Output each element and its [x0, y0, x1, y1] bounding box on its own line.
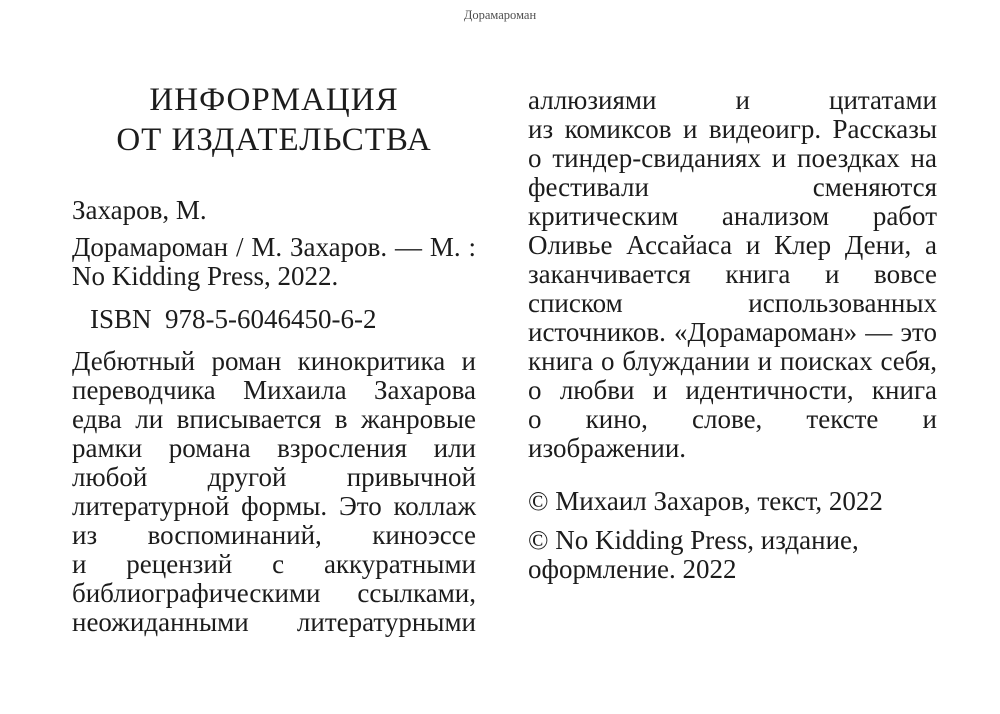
isbn-line: ISBN 978-5-6046450-6-2 [90, 304, 377, 334]
author-line: Захаров, М. [72, 195, 207, 225]
text-line: Оливье Ассайаса и Клер Дени, а [528, 230, 937, 260]
text-line: неожиданными литературными [72, 607, 476, 637]
text-line: Дорамароман / М. Захаров. — М. : [72, 232, 476, 262]
copyright-publisher-block [528, 526, 937, 584]
text-line: © No Kidding Press, издание, [528, 525, 859, 555]
left-column [72, 80, 476, 637]
running-header: Дорамароман [463, 8, 537, 22]
text-line: литературной формы. Это коллаж [72, 491, 476, 521]
text-line: о кино, слове, тексте и [528, 404, 937, 434]
bibliographic-record [72, 233, 476, 291]
text-line: и рецензий с аккуратными [72, 549, 476, 579]
text-line: о тиндер-свиданиях и поездках на [528, 143, 937, 173]
section-heading [72, 80, 476, 160]
text-line: библиографическими ссылками, [72, 578, 476, 608]
text-line: оформление. 2022 [528, 554, 737, 584]
text-line: аллюзиями и цитатами [528, 85, 937, 115]
text-line: критическим анализом работ [528, 201, 937, 231]
text-line: Дебютный роман кинокритика и [72, 346, 476, 376]
text-line: заканчивается книга и вовсе [528, 259, 937, 289]
text-line: источников. «Дорамароман» — это [528, 317, 937, 347]
text-line: переводчика Михаила Захарова [72, 375, 476, 405]
text-line: из воспоминаний, киноэссе [72, 520, 476, 550]
text-line: списком использованных [528, 288, 937, 318]
text-line: рамки романа взросления или [72, 433, 476, 463]
text-line: изображении. [528, 433, 687, 463]
text-line: едва ли вписывается в жанровые [72, 404, 476, 434]
annotation-right-paragraph [528, 86, 937, 463]
text-line: из комиксов и видеоигр. Рассказы [528, 114, 937, 144]
text-line: фестивали сменяются [528, 172, 937, 202]
annotation-left-paragraph [72, 347, 476, 637]
section-heading-line-2: ОТ ИЗДАТЕЛЬСТВА [116, 122, 432, 158]
text-line: No Kidding Press, 2022. [72, 261, 339, 291]
text-line: книга о блуждании и поисках себя, [528, 346, 937, 376]
section-heading-line-1: ИНФОРМАЦИЯ [149, 82, 399, 118]
copyright-author-line: © Михаил Захаров, текст, 2022 [528, 486, 883, 516]
text-line: о любви и идентичности, книга [528, 375, 937, 405]
text-line: любой другой привычной [72, 462, 476, 492]
right-column [528, 86, 937, 584]
